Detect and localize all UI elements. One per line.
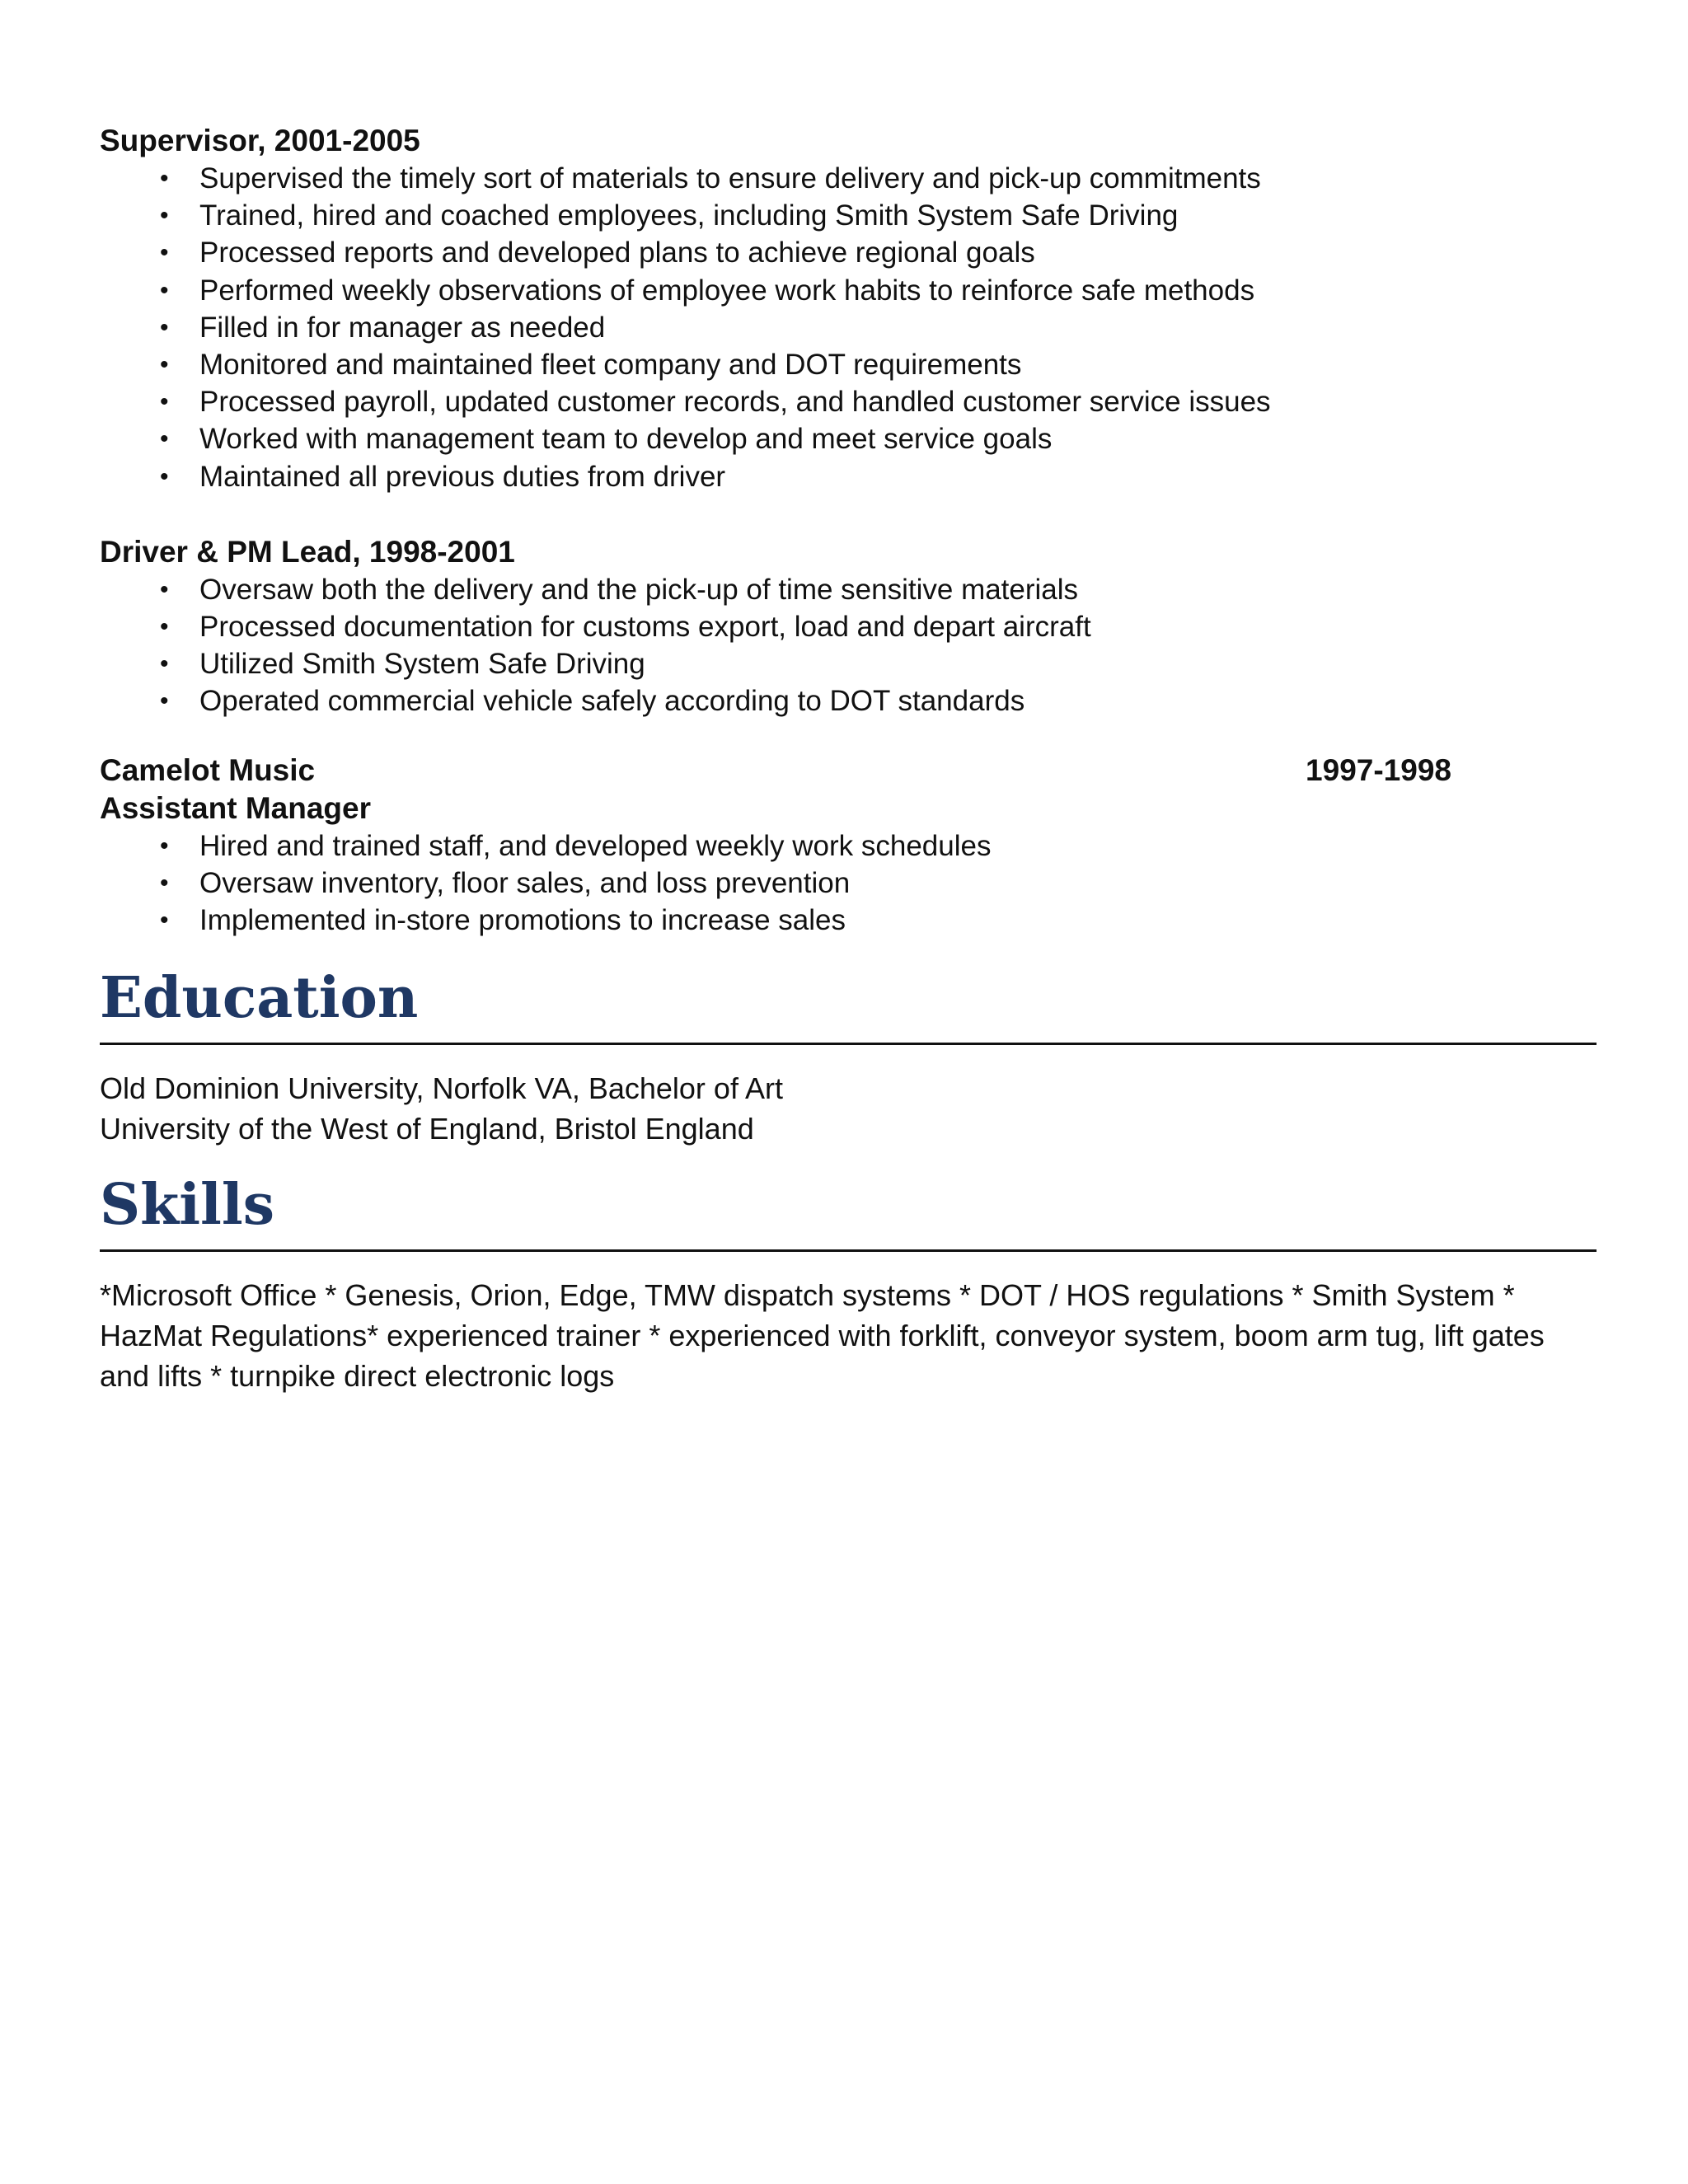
assistant-manager-duties-list [100,827,1596,940]
list-item: • Processed payroll, updated customer records, and handled customer service issues [100,383,1596,420]
education-entry: Old Dominion University, Norfolk VA, Bachelor of Art [100,1071,783,1106]
job-title-driver-pm-lead: Driver & PM Lead, 1998-2001 [100,534,515,569]
bullet-icon: • [160,239,169,267]
bullet-icon: • [160,202,169,230]
company-years: 1997-1998 [1306,752,1451,787]
list-item: • Monitored and maintained fleet company and DOT requirements [100,346,1596,383]
education-entry: University of the West of England, Bristol England [100,1112,754,1146]
bullet-icon: • [160,575,169,603]
list-item: • Hired and trained staff, and developed weekly work schedules [100,827,1596,865]
bullet-icon: • [160,388,169,416]
list-item: • Filled in for manager as needed [100,309,1596,346]
job-title-assistant-manager: Assistant Manager [100,790,371,825]
bullet-icon: • [160,351,169,379]
list-item: • Trained, hired and coached employees, including Smith System Safe Driving [100,197,1596,234]
company-header-row [100,752,1451,790]
list-item: • Performed weekly observations of employee work habits to reinforce safe methods [100,272,1596,309]
list-item: • Processed documentation for customs export, load and depart aircraft [100,608,1596,645]
bullet-icon: • [160,276,169,304]
driver-duties-list [100,571,1596,720]
bullet-icon: • [160,687,169,715]
list-item: • Supervised the timely sort of materials to ensure delivery and pick-up commitments [100,160,1596,197]
bullet-icon: • [160,462,169,490]
resume-page [100,122,1596,1396]
bullet-icon: • [160,313,169,341]
company-name: Camelot Music [100,752,316,787]
supervisor-duties-list [100,160,1596,495]
skills-heading: Skills [100,1172,275,1239]
bullet-icon: • [160,650,169,678]
list-item: • Oversaw inventory, floor sales, and loss prevention [100,865,1596,902]
bullet-icon: • [160,907,169,935]
list-item: • Oversaw both the delivery and the pick-up of time sensitive materials [100,571,1596,608]
bullet-icon: • [160,165,169,192]
bullet-icon: • [160,832,169,860]
bullet-icon: • [160,869,169,897]
bullet-icon: • [160,425,169,453]
skills-text: *Microsoft Office * Genesis, Orion, Edge, TMW dispatch systems * DOT / HOS regulations * Smith System * HazMat Regulations* experienced trainer * experienced with forklift, conveyor system, boom arm tug, lift gates and lifts * turnpike direct electronic logs [100,1278,1545,1394]
education-heading: Education [100,965,419,1032]
list-item: • Maintained all previous duties from driver [100,458,1596,495]
list-item: • Processed reports and developed plans to achieve regional goals [100,234,1596,271]
job-title-supervisor: Supervisor, 2001-2005 [100,124,420,157]
list-item: • Utilized Smith System Safe Driving [100,645,1596,682]
list-item: • Worked with management team to develop and meet service goals [100,420,1596,457]
bullet-icon: • [160,613,169,641]
list-item: • Operated commercial vehicle safely according to DOT standards [100,682,1596,719]
list-item: • Implemented in-store promotions to increase sales [100,902,1596,939]
